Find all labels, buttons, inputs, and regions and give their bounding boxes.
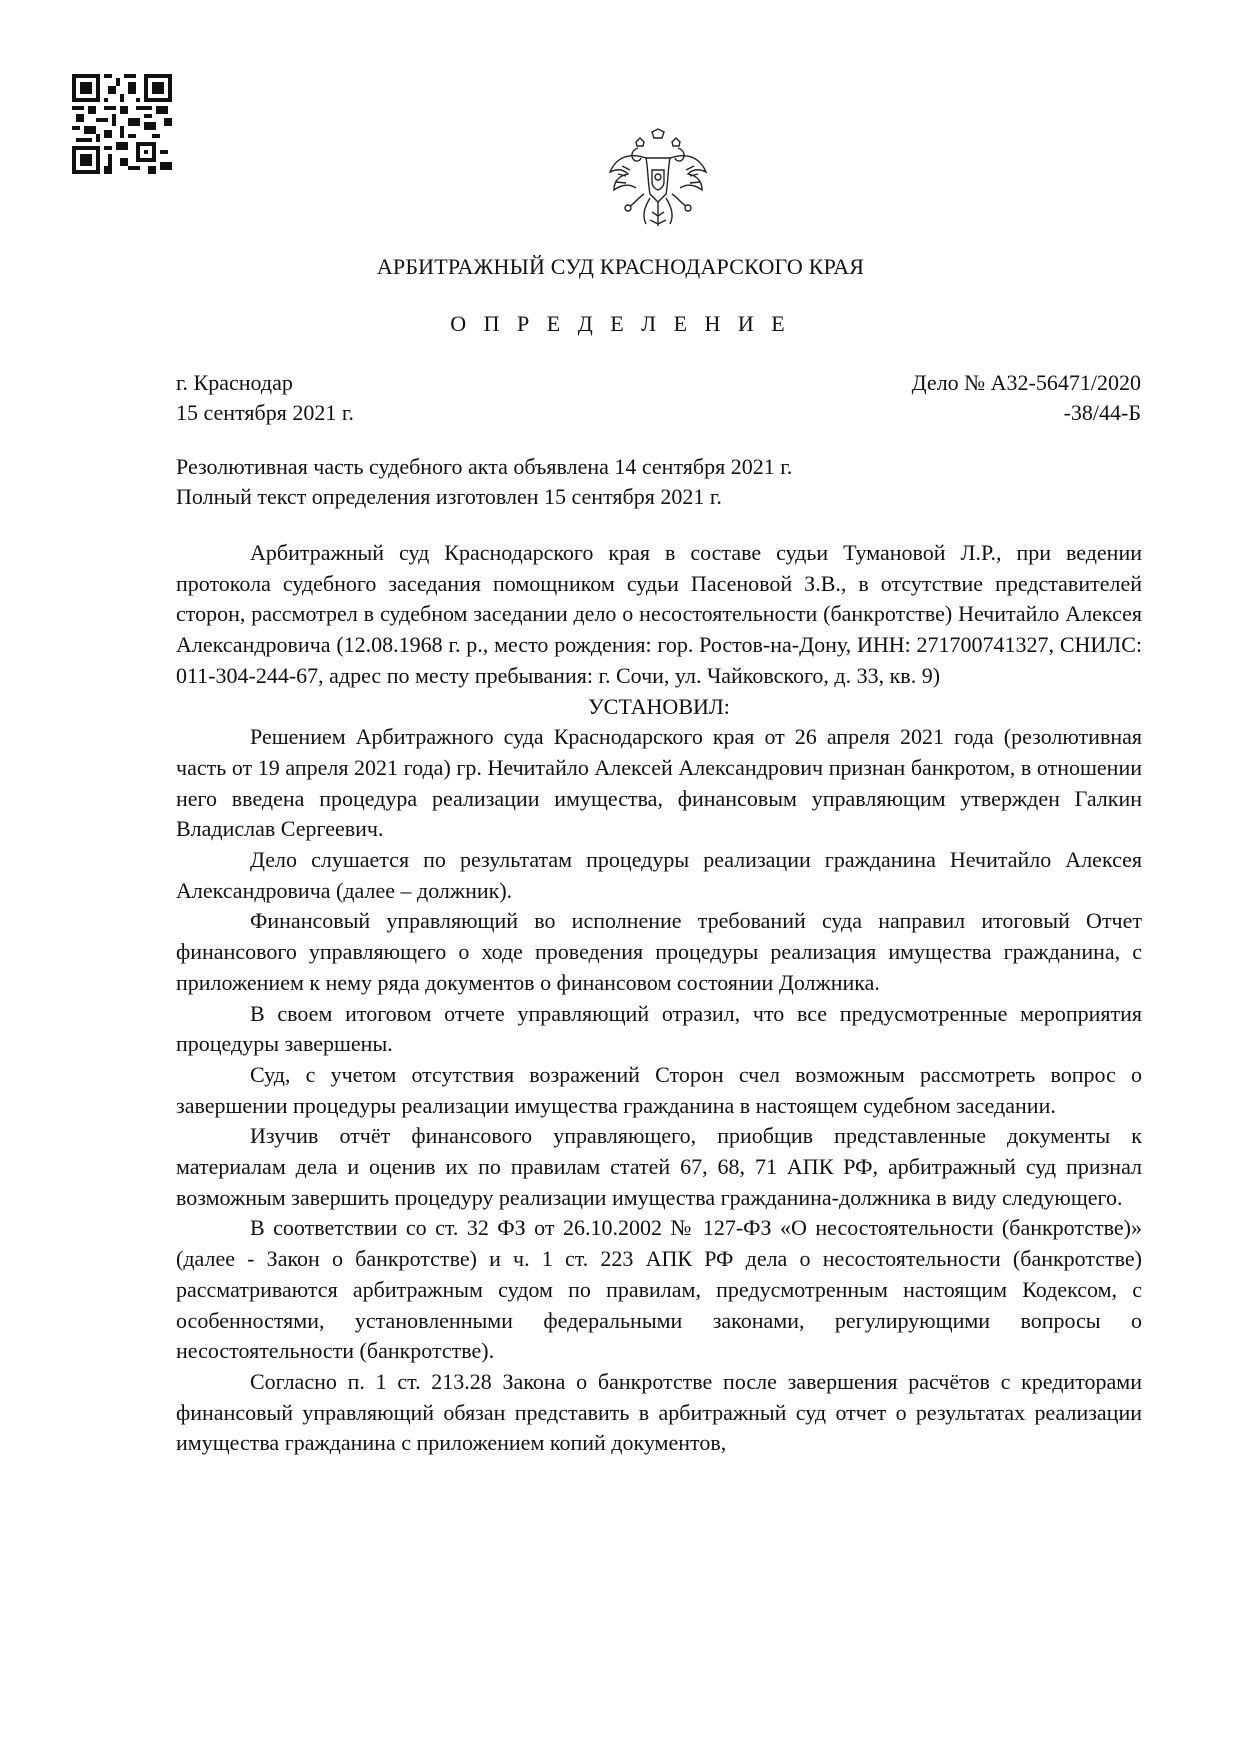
note-full-text-prepared: Полный текст определения изготовлен 15 сентября 2021 г.	[176, 484, 722, 509]
announcement-notes	[176, 452, 792, 512]
case-number-suffix: -38/44-Б	[1063, 400, 1141, 425]
intro-paragraph: Арбитражный суд Краснодарского края в составе судьи Тумановой Л.Р., при ведении протокола судебного заседания помощником судьи Пасеновой З.В., в отсутствие представителей сторон, рассмотрел в судебном заседании дело о несостоятельности (банкротстве) Нечитайло Алексея Александровича (12.08.1968 г. р., место рождения: гор. Ростов-на-Дону, ИНН: 271700741327, СНИЛС: 011-304-244-67, адрес по месту пребывания: г. Сочи, ул. Чайковского, д. 33, кв. 9)	[176, 540, 1142, 688]
paragraph-6: Изучив отчёт финансового управляющего, приобщив представленные документы к материалам дела и оценив их по правилам статей 67, 68, 71 АПК РФ, арбитражный суд признал возможным завершить процедуру реализации имущества гражданина-должника в виду следующего.	[176, 1123, 1142, 1210]
paragraph-8: Согласно п. 1 ст. 213.28 Закона о банкротстве после завершения расчётов с кредиторами финансовый управляющий обязан представить в арбитражный суд отчет о результатах реализации имущества гражданина с приложением копий документов,	[176, 1368, 1142, 1456]
established-heading: УСТАНОВИЛ:	[588, 693, 730, 719]
case-number-block	[912, 368, 1141, 428]
coat-of-arms-emblem-icon	[608, 128, 708, 230]
paragraph-1: Решением Арбитражного суда Краснодарского края от 26 апреля 2021 года (резолютивная часть от 19 апреля 2021 года) гр. Нечитайло Алексей Александрович признан банкротом, в отношении него введена процедура реализации имущества, финансовым управляющим утвержден Галкин Владислав Сергеевич.	[176, 724, 1142, 842]
paragraph-2: Дело слушается по результатам процедуры реализации гражданина Нечитайло Алексея Александровича (далее – должник).	[176, 847, 1142, 903]
document-body	[176, 538, 1142, 1459]
qr-code-icon	[72, 74, 172, 174]
document-type-title: О П Р Е Д Е Л Е Н И Е	[450, 311, 791, 336]
paragraph-3: Финансовый управляющий во исполнение требований суда направил итоговый Отчет финансового управляющего о ходе проведения процедуры реализация имущества гражданина, с приложением к нему ряда документов о финансовом состоянии Должника.	[176, 908, 1142, 995]
court-name: АРБИТРАЖНЫЙ СУД КРАСНОДАРСКОГО КРАЯ	[376, 254, 865, 279]
note-resolution-announced: Резолютивная часть судебного акта объявлена 14 сентября 2021 г.	[176, 454, 793, 479]
paragraph-5: Суд, с учетом отсутствия возражений Сторон счел возможным рассмотреть вопрос о завершении процедуры реализации имущества гражданина в настоящем судебном заседании.	[176, 1061, 1142, 1118]
case-number: Дело № А32-56471/2020	[911, 370, 1141, 395]
decision-date: 15 сентября 2021 г.	[176, 400, 354, 425]
paragraph-4: В своем итоговом отчете управляющий отразил, что все предусмотренные мероприятия процедуры завершены.	[176, 1000, 1142, 1057]
city: г. Краснодар	[176, 370, 293, 395]
place-date-block	[176, 368, 354, 428]
paragraph-7: В соответствии со ст. 32 ФЗ от 26.10.2002 № 127-ФЗ «О несостоятельности (банкротстве)» (далее - Закон о банкротстве) и ч. 1 ст. 223 АПК РФ дела о несостоятельности (банкротстве) рассматриваются арбитражным судом по правилам, предусмотренным настоящим Кодексом, с особенностями, установленными федеральными законами, регулирующими вопросы о несостоятельности (банкротстве).	[176, 1215, 1142, 1364]
